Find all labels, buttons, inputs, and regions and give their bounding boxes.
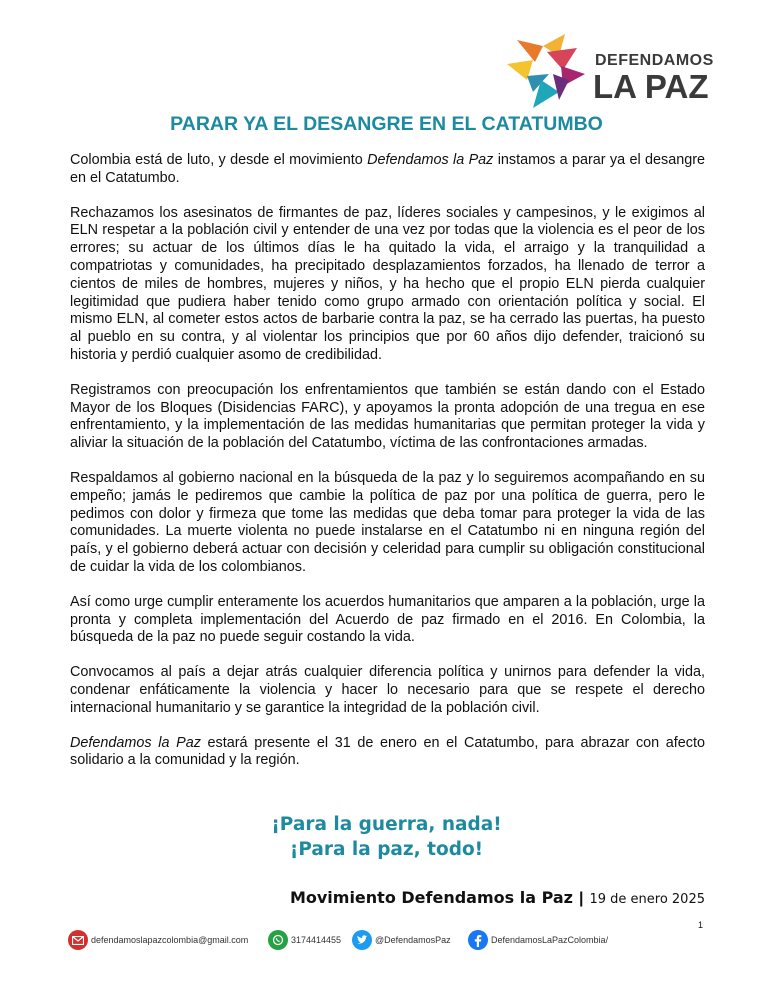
paragraph-7: Defendamos la Paz estará presente el 31 de enero en el Catatumbo, para abrazar con afecto solidario a la comunidad y la región. (70, 734, 706, 769)
whatsapp-icon (268, 930, 288, 950)
slogans (0, 812, 773, 862)
logo-text-top: DEFENDAMOS (595, 52, 714, 69)
paragraph-5: Así como urge cumplir enteramente los acuerdos humanitarios que amparen a la población, urge la pronta y completa implementación del Acuerdo de paz firmado en el 2016. En Colombia, la búsqueda de la paz no puede seguir costando la vida. (70, 593, 705, 646)
mail-icon (68, 930, 88, 950)
footer-twitter[interactable] (352, 930, 451, 950)
document-title: PARAR YA EL DESANGRE EN EL CATATUMBO (170, 113, 603, 135)
footer-twitter-text: @DefendamosPaz (375, 935, 451, 945)
paragraph-6: Convocamos al país a dejar atrás cualquier diferencia política y unirnos para defender la vida, condenar enfáticamente la violencia y hacer lo necesario para que se respete el derecho internacional humanitario y se garantice la integridad de la población civil. (70, 664, 705, 716)
facebook-icon (468, 930, 488, 950)
footer-facebook-text: DefendamosLaPazColombia/ (491, 935, 609, 945)
paragraph-1: Colombia está de luto, y desde el movimiento Defendamos la Paz instamos a parar ya el desangre en el Catatumbo. (70, 152, 705, 186)
footer-email[interactable] (68, 930, 248, 950)
signature (290, 888, 705, 908)
slogan-peace: ¡Para la paz, todo! (289, 839, 484, 860)
signature-date: 19 de enero 2025 (589, 892, 705, 907)
footer-whatsapp-text: 3174414455 (291, 935, 342, 945)
document-body (70, 152, 705, 787)
footer-facebook[interactable] (468, 930, 608, 950)
dove-logo-icon (503, 30, 589, 112)
footer-whatsapp[interactable] (268, 930, 341, 950)
page-number: 1 (698, 920, 704, 930)
slogan-war: ¡Para la guerra, nada! (271, 814, 502, 835)
footer-email-text: defendamoslapazcolombia@gmail.com (91, 935, 249, 945)
paragraph-2: Rechazamos los asesinatos de firmantes de paz, líderes sociales y campesinos, y le exigimos al ELN respetar a la población civil y entender de una vez por todas que la violencia es el peor de los errores; su actuar de los últimos días le ha quitado la vida, el arraigo y la tranquilidad a compatriotas y comunidades, ha precipitado desplazamientos forzados, ha llenado de terror a cientos de miles de hombres, mujeres y niños, y ha hecho que el propio ELN pierda cualquier legitimidad que pudiera haber tenido como grupo armado con orientación política y social. El mismo ELN, al cometer estos actos de barbarie contra la paz, se ha cerrado las puertas, ha puesto al pueblo en su contra, y al violentar los principios que por 60 años dijo defender, traicionó su historia y perdió cualquier asomo de credibilidad. (70, 204, 705, 363)
signature-name: Movimiento Defendamos la Paz (289, 888, 573, 907)
logo-text-bottom: LA PAZ (593, 68, 709, 105)
paragraph-3: Registramos con preocupación los enfrentamientos que también se están dando con el Estado Mayor de los Bloques (Disidencias FARC), y apoyamos la pronta adopción de una tregua en ese enfrentamiento, y la implementación de las medidas humanitarias que permitan proteger la vida y aliviar la situación de la población del Catatumbo, víctima de las confrontaciones armadas. (70, 381, 705, 452)
signature-separator: | (578, 890, 584, 907)
paragraph-4: Respaldamos al gobierno nacional en la búsqueda de la paz y lo seguiremos acompañando en su empeño; jamás le pediremos que cambie la política de paz por una política de guerra, pero le pedimos con dolor y firmeza que tome las medidas que deba tomar para proteger la vida de las comunidades. La muerte violenta no puede instalarse en el Catatumbo ni en ninguna región del país, y el gobierno deberá actuar con decisión y celeridad para cumplir su obligación constitucional de cuidar la vida de los colombianos. (70, 469, 705, 575)
twitter-icon (352, 930, 372, 950)
logo (503, 30, 713, 112)
